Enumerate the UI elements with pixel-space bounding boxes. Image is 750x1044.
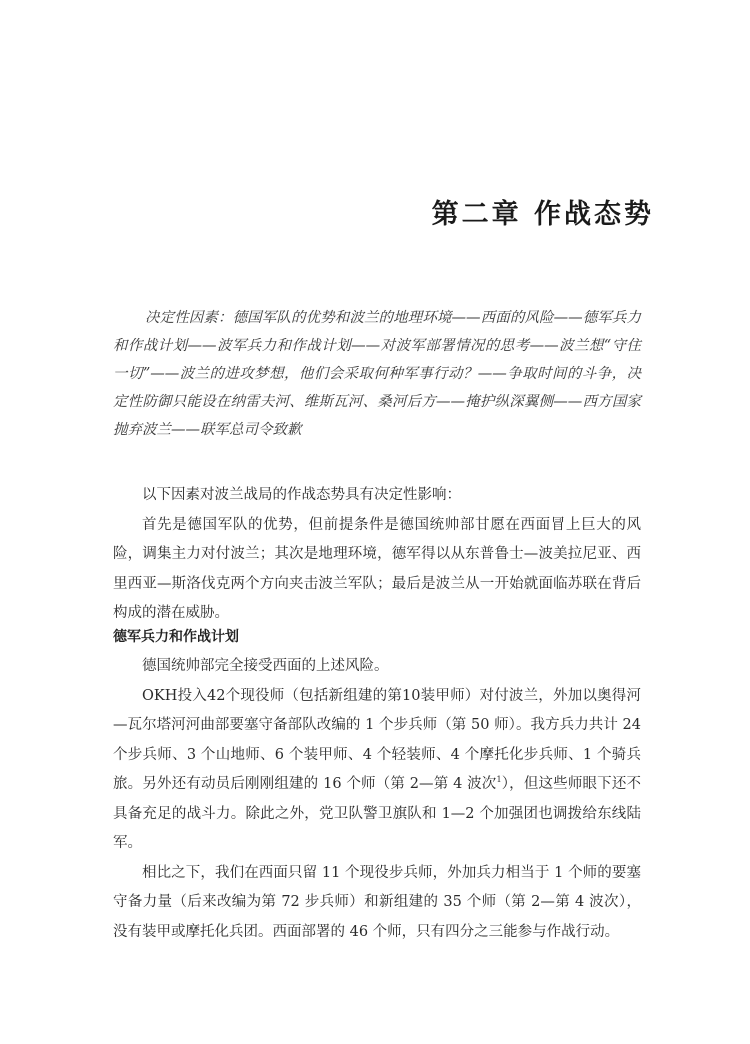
section-paragraph-3: 相比之下，我们在西面只留 11 个现役步兵师，外加兵力相当于 1 个师的要塞守备力量（后来改编为第 72 步兵师）和新组建的 35 个师（第 2—第 4 波次），没有装甲或摩托化兵团。西面部署的 46 个师，只有四分之三能参与作战行动。 bbox=[113, 864, 641, 940]
chapter-title: 第二章 作战态势 bbox=[431, 199, 654, 230]
intro-section bbox=[113, 481, 641, 629]
section-paragraph-2 bbox=[113, 682, 641, 859]
chapter-summary: 决定性因素：德国军队的优势和波兰的地理环境——西面的风险——德军兵力和作战计划——波军兵力和作战计划——对波军部署情况的思考——波兰想“守住一切”——波兰的进攻梦想，他们会采取何种军事行动？——争取时间的斗争，决定性防御只能设在纳雷夫河、维斯瓦河、桑河后方——掩护纵深翼侧——西方国家抛弃波兰——联军总司令致歉 bbox=[113, 310, 641, 438]
german-forces-section bbox=[113, 624, 641, 947]
intro-paragraph-1: 以下因素对波兰战局的作战态势具有决定性影响： bbox=[142, 487, 461, 503]
section-paragraph-1: 德国统帅部完全接受西面的上述风险。 bbox=[142, 658, 389, 674]
paragraph-text: OKH投入42个现役师（包括新组建的第10装甲师）对付波兰，外加以奥得河—瓦尔塔河河曲部要塞守备部队改编的 1 个步兵师（第 50 师）。我方兵力共计 24 个步兵师、3 个山地师、6 个装甲师、4 个轻装师、4 个摩托化步兵师、1 个骑兵旅。另外还有动员后刚刚组建的 16 个师（第 2—第 4 波次 bbox=[113, 687, 641, 792]
intro-paragraph-2: 首先是德国军队的优势，但前提条件是德国统帅部甘愿在西面冒上巨大的风险，调集主力对付波兰；其次是地理环境，德军得以从东普鲁士—波美拉尼亚、西里西亚—斯洛伐克两个方向夹击波兰军队；最后是波兰从一开始就面临苏联在背后构成的潜在威胁。 bbox=[113, 516, 641, 621]
footnote-marker[interactable]: 1 bbox=[496, 775, 502, 785]
section-heading: 德军兵力和作战计划 bbox=[113, 629, 239, 645]
paragraph-text-continued: ），但这些师眼下还不具备充足的战斗力。除此之外，党卫队警卫旗队和 1—2 个加强团也调拨给东线陆军。 bbox=[113, 776, 642, 851]
